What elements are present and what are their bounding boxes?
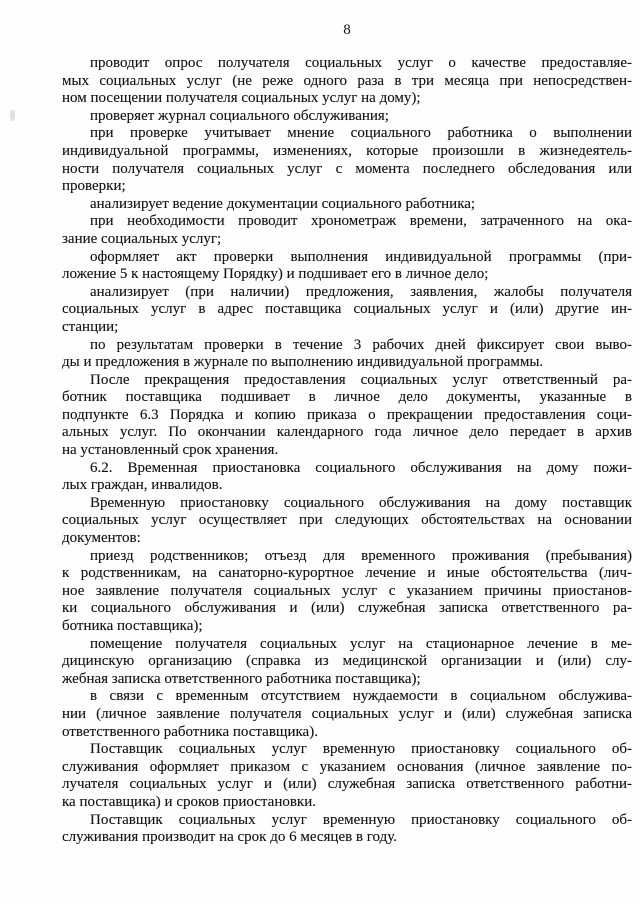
text-line: индивидуальной программы, изменениях, которые произошли в жизнедеятель-: [62, 142, 632, 159]
text-line: ное заявление получателя социальных услуг с указанием причины приостанов-: [62, 582, 632, 599]
text-line: анализирует ведение документации социального работника;: [90, 195, 476, 212]
text-line: по результатам проверки в течение 3 рабочих дней фиксирует свои выво-: [90, 336, 632, 353]
text-line: дицинскую организацию (справка из медицинской организации и (или) слу-: [62, 653, 632, 670]
text-line: жебная записка ответственного работника поставщика);: [62, 670, 421, 687]
text-line: к родственникам, на санаторно-курортное лечение и иные обстоятельства (лич-: [62, 565, 632, 582]
text-line: лучателя социальных услуг и (или) служебная записка ответственного работни-: [62, 776, 632, 793]
text-line: социальных услуг в адрес поставщика социальных услуг и (или) другие ин-: [62, 301, 632, 318]
text-line: ботник поставщика подшивает в личное дело документы, указанные в: [62, 389, 632, 406]
text-line: проверяет журнал социального обслуживания;: [90, 107, 389, 124]
text-line: ности получателя социальных услуг с момента последнего обследования или: [62, 160, 632, 177]
text-line: ка поставщика) и сроков приостановки.: [62, 793, 316, 810]
text-line: проводит опрос получателя социальных услуг о качестве предоставляе-: [90, 55, 632, 71]
text-line: проверки;: [62, 178, 126, 195]
scan-artifact: [10, 110, 15, 121]
text-line: зание социальных услуг;: [62, 230, 222, 247]
text-line: служивания оформляет приказом с указанием основания (личное заявление по-: [62, 758, 632, 775]
text-line: ответственного работника поставщика).: [62, 723, 318, 740]
text-line: анализирует (при наличии) предложения, заявления, жалобы получателя: [90, 283, 632, 300]
text-line: документов:: [62, 530, 141, 547]
document-body: [62, 55, 632, 847]
text-line: при необходимости проводит хронометраж времени, затраченного на ока-: [90, 213, 632, 230]
text-line: станции;: [62, 318, 119, 335]
text-line: ды и предложения в журнале по выполнению индивидуальной программы.: [62, 354, 544, 371]
text-line: социальных услуг осуществляет при следующих обстоятельствах на основании: [62, 512, 632, 529]
text-line: подпункте 6.3 Порядка и копию приказа о прекращении предоставления соци-: [62, 406, 632, 423]
text-line: ном посещении получателя социальных услуг на дому);: [62, 90, 421, 107]
text-line: После прекращения предоставления социальных услуг ответственный ра-: [90, 371, 632, 388]
text-line: на установленный срок хранения.: [62, 442, 279, 459]
text-line: в связи с временным отсутствием нуждаемости в социальном обслужива-: [90, 688, 632, 705]
text-line: нии (личное заявление получателя социальных услуг и (или) служебная записка: [62, 705, 632, 722]
text-line: помещение получателя социальных услуг на стационарное лечение в ме-: [90, 635, 632, 652]
text-line: альных услуг. По окончании календарного года личное дело передает в архив: [62, 424, 632, 441]
text-line: оформляет акт проверки выполнения индивидуальной программы (при-: [90, 248, 632, 265]
text-line: Поставщик социальных услуг временную приостановку социального об-: [90, 811, 632, 828]
text-line: приезд родственников; отъезд для временного проживания (пребывания): [90, 547, 632, 564]
text-line: служивания производит на срок до 6 месяцев в году.: [62, 829, 397, 846]
text-line: 6.2. Временная приостановка социального обслуживания на дому пожи-: [90, 459, 632, 476]
text-line: Поставщик социальных услуг временную приостановку социального об-: [90, 741, 632, 758]
text-line: ботника поставщика);: [62, 618, 203, 634]
text-line: ложение 5 к настоящему Порядку) и подшивает его в личное дело;: [62, 266, 489, 283]
page-number: 8: [343, 22, 351, 38]
text-line: мых социальных услуг (не реже одного раза в три месяца при непосредствен-: [62, 72, 632, 89]
text-line: Временную приостановку социального обслуживания на дому поставщик: [90, 494, 632, 511]
text-line: лых граждан, инвалидов.: [62, 477, 223, 494]
text-line: ки социального обслуживания и (или) служебная записка ответственного ра-: [62, 600, 632, 617]
text-line: при проверке учитывает мнение социального работника о выполнении: [90, 125, 632, 142]
